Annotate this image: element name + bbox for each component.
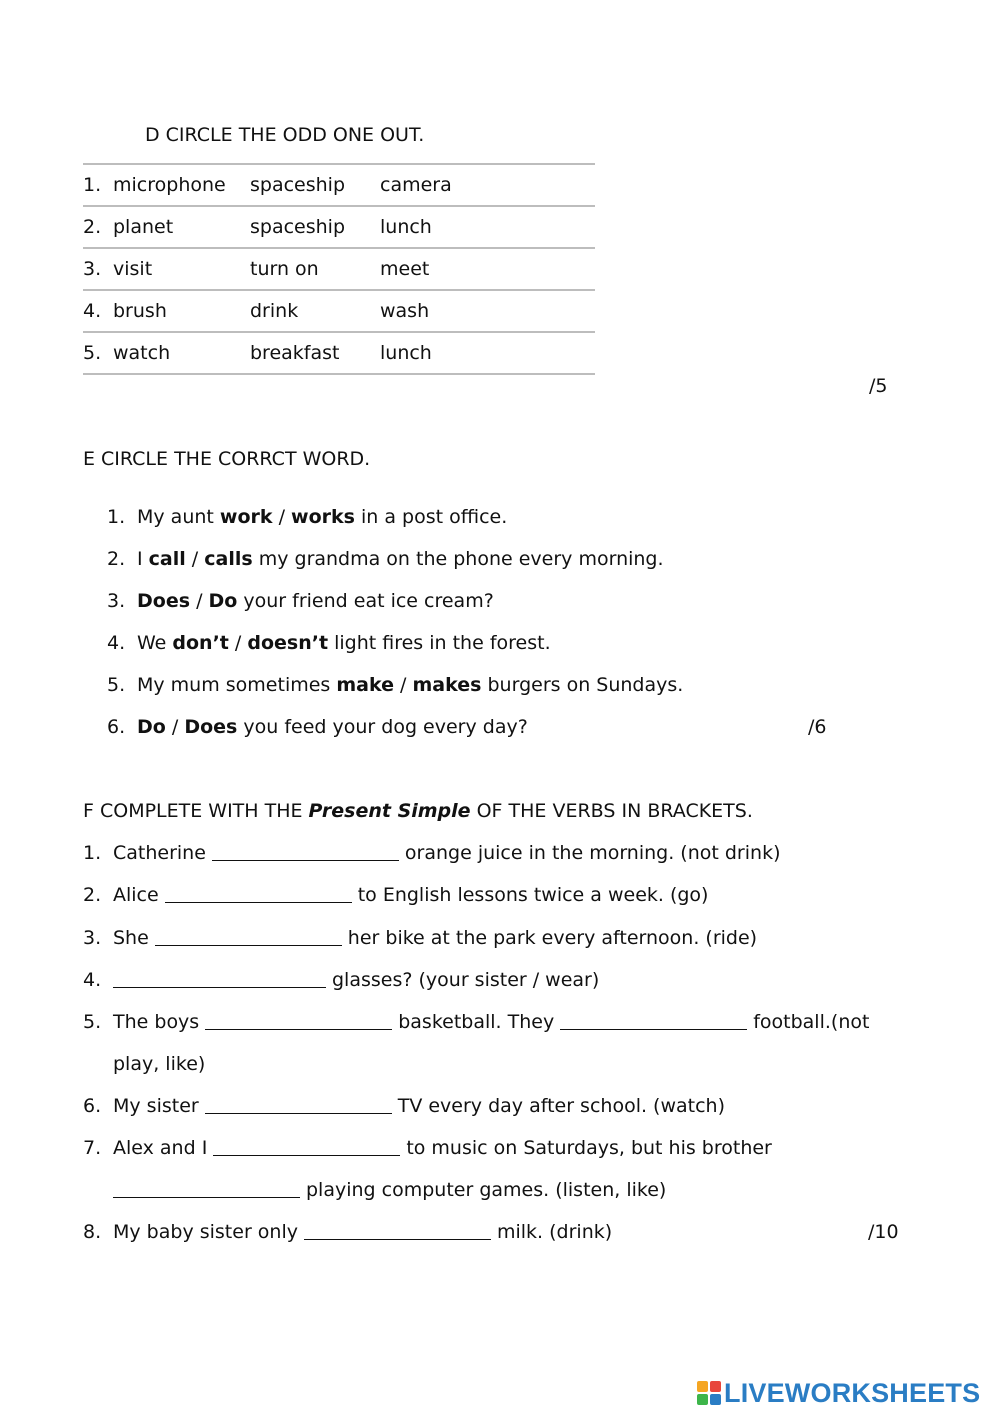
liveworksheets-logo: [697, 1378, 980, 1408]
list-item: 1. Catherine orange juice in the morning. (not drink): [83, 842, 781, 864]
answer-blank[interactable]: [205, 1112, 392, 1114]
list-item: 8. My baby sister only milk. (drink): [83, 1221, 613, 1243]
list-item-continuation: playing computer games. (listen, like): [113, 1179, 666, 1201]
option-2[interactable]: Do: [208, 590, 238, 612]
option-1[interactable]: don’t: [172, 632, 229, 654]
row-number: 5.: [83, 342, 102, 364]
section-d-score: /5: [869, 375, 888, 397]
answer-blank[interactable]: [212, 859, 399, 861]
word-a[interactable]: watch: [113, 342, 171, 364]
row-number: 1.: [83, 174, 102, 196]
row-number: 3.: [83, 258, 102, 280]
option-2[interactable]: calls: [204, 548, 253, 570]
word-c[interactable]: wash: [380, 290, 595, 332]
option-2[interactable]: Does: [184, 716, 238, 738]
word-b[interactable]: spaceship: [250, 206, 380, 248]
option-2[interactable]: makes: [412, 674, 482, 696]
table-row: [83, 206, 595, 248]
logo-tile: [697, 1394, 708, 1405]
list-item: 4. We don’t / doesn’t light fires in the forest.: [107, 632, 551, 654]
list-item: 1. My aunt work / works in a post office.: [107, 506, 508, 528]
answer-blank[interactable]: [113, 986, 326, 988]
odd-one-out-table: [83, 163, 595, 375]
word-a[interactable]: visit: [113, 258, 153, 280]
word-b[interactable]: spaceship: [250, 164, 380, 206]
logo-text: LIVEWORKSHEETS: [724, 1377, 981, 1408]
table-row: [83, 290, 595, 332]
option-2[interactable]: works: [291, 506, 355, 528]
tense-name: Present Simple: [308, 800, 471, 822]
list-item: 5. My mum sometimes make / makes burgers on Sundays.: [107, 674, 684, 696]
word-a[interactable]: brush: [113, 300, 167, 322]
logo-mark-icon: [697, 1381, 721, 1405]
logo-tile: [710, 1381, 721, 1392]
section-f-title: F COMPLETE WITH THE Present Simple OF THE VERBS IN BRACKETS.: [83, 800, 753, 822]
answer-blank[interactable]: [113, 1196, 300, 1198]
list-item: 3. Does / Do your friend eat ice cream?: [107, 590, 494, 612]
table-row: [83, 248, 595, 290]
answer-blank[interactable]: [165, 901, 352, 903]
word-c[interactable]: lunch: [380, 332, 595, 374]
answer-blank[interactable]: [560, 1028, 747, 1030]
option-2[interactable]: doesn’t: [247, 632, 329, 654]
answer-blank[interactable]: [304, 1238, 491, 1240]
answer-blank[interactable]: [213, 1154, 400, 1156]
option-1[interactable]: Do: [137, 716, 166, 738]
list-item: 4. glasses? (your sister / wear): [83, 969, 600, 991]
list-item: 6. My sister TV every day after school. (watch): [83, 1095, 725, 1117]
list-item-continuation: play, like): [113, 1053, 206, 1075]
section-d-title: D CIRCLE THE ODD ONE OUT.: [145, 124, 425, 146]
word-a[interactable]: planet: [113, 216, 174, 238]
word-c[interactable]: lunch: [380, 206, 595, 248]
section-f-score: /10: [868, 1221, 899, 1243]
list-item: 3. She her bike at the park every afternoon. (ride): [83, 927, 758, 949]
word-b[interactable]: drink: [250, 290, 380, 332]
word-c[interactable]: meet: [380, 248, 595, 290]
table-row: [83, 332, 595, 374]
row-number: 2.: [83, 216, 102, 238]
list-item: 6. Do / Does you feed your dog every day?: [107, 716, 528, 738]
option-1[interactable]: make: [336, 674, 395, 696]
word-a[interactable]: microphone: [113, 174, 226, 196]
list-item: 2. I call / calls my grandma on the phone every morning.: [107, 548, 664, 570]
word-b[interactable]: breakfast: [250, 332, 380, 374]
row-number: 4.: [83, 300, 102, 322]
answer-blank[interactable]: [205, 1028, 392, 1030]
list-item: 5. The boys basketball. They football.(not: [83, 1011, 870, 1033]
section-e-score: /6: [808, 716, 827, 738]
option-1[interactable]: call: [148, 548, 186, 570]
list-item: 7. Alex and I to music on Saturdays, but his brother: [83, 1137, 772, 1159]
logo-tile: [710, 1394, 721, 1405]
option-1[interactable]: work: [219, 506, 273, 528]
word-c[interactable]: camera: [380, 164, 595, 206]
answer-blank[interactable]: [155, 944, 342, 946]
word-b[interactable]: turn on: [250, 248, 380, 290]
option-1[interactable]: Does: [137, 590, 191, 612]
list-item: 2. Alice to English lessons twice a week. (go): [83, 884, 709, 906]
section-e-title: E CIRCLE THE CORRCT WORD.: [83, 448, 371, 470]
logo-tile: [697, 1381, 708, 1392]
table-row: [83, 164, 595, 206]
